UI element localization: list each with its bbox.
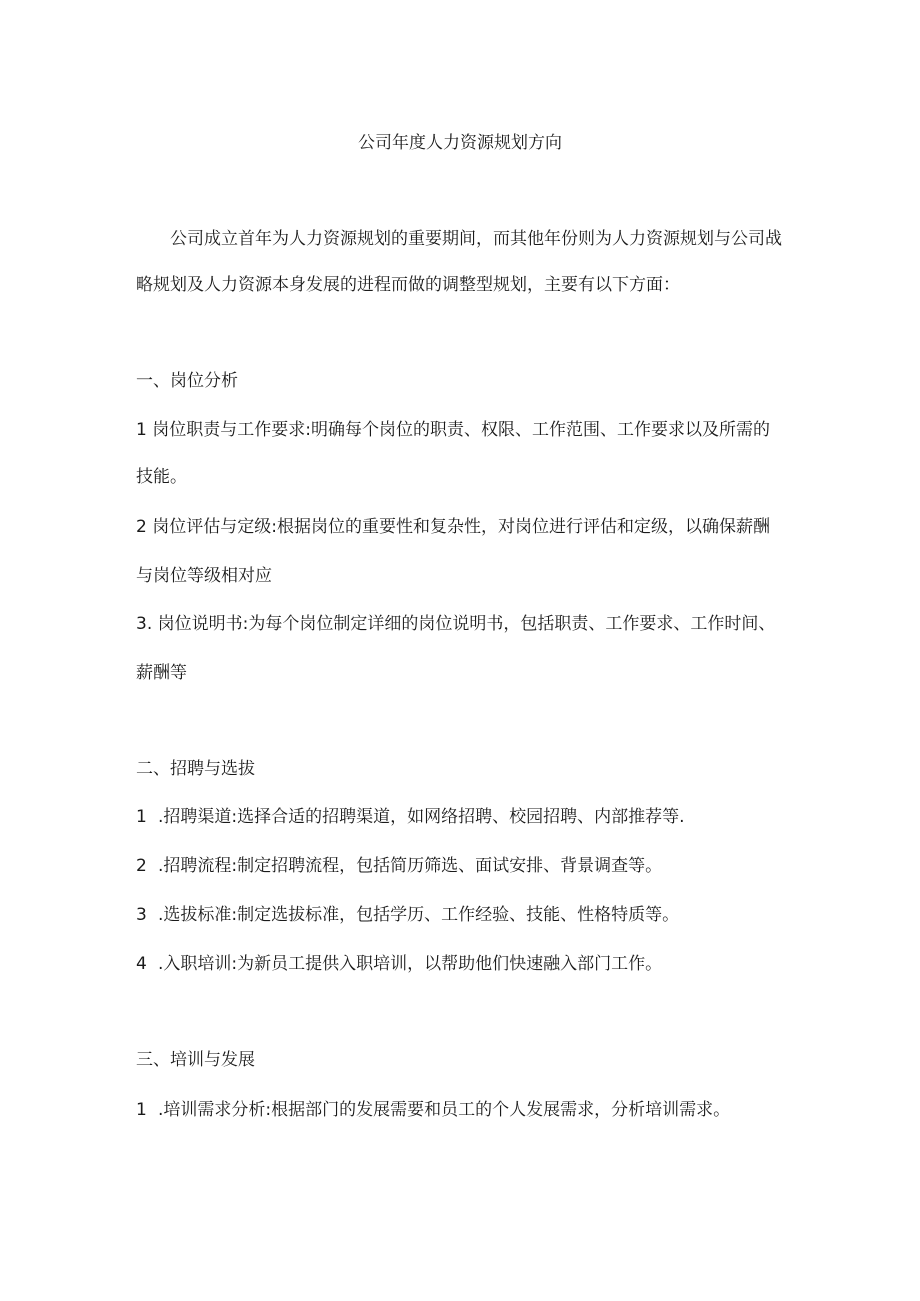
section1-item3-line2: 薪酬等 [136, 663, 187, 683]
section-heading-3: 三、培训与发展 [136, 1050, 255, 1070]
section1-item1-line1: 1 岗位职责与工作要求:明确每个岗位的职责、权限、工作范围、工作要求以及所需的 [136, 420, 770, 440]
list-item-text: .选拔标准:制定选拔标准，包括学历、工作经验、技能、性格特质等。 [158, 905, 680, 925]
list-item [136, 805, 685, 829]
list-item-number: 4 [136, 954, 147, 974]
intro-line-2: 略规划及人力资源本身发展的进程而做的调整型规划，主要有以下方面： [136, 275, 680, 295]
list-item [136, 952, 662, 976]
list-item [136, 1098, 730, 1122]
section1-item1-line2: 技能。 [136, 467, 187, 487]
list-item-number: 1 [136, 1100, 147, 1120]
list-item-number: 2 [136, 856, 147, 876]
section-heading-1: 一、岗位分析 [136, 371, 238, 391]
section1-item2-line2: 与岗位等级相对应 [136, 566, 272, 586]
list-item-text: .招聘流程:制定招聘流程，包括简历筛选、面试安排、背景调查等。 [158, 856, 663, 876]
document-title: 公司年度人力资源规划方向 [358, 133, 562, 153]
list-item-number: 1 [136, 807, 147, 827]
section1-item3-line1: 3. 岗位说明书:为每个岗位制定详细的岗位说明书，包括职责、工作要求、工作时间、 [136, 614, 776, 634]
intro-line-1: 公司成立首年为人力资源规划的重要期间，而其他年份则为人力资源规划与公司战 [170, 229, 782, 249]
list-item-text: .招聘渠道:选择合适的招聘渠道，如网络招聘、校园招聘、内部推荐等. [158, 807, 685, 827]
list-item [136, 903, 679, 927]
list-item-text: .入职培训:为新员工提供入职培训，以帮助他们快速融入部门工作。 [158, 954, 663, 974]
list-item-text: .培训需求分析:根据部门的发展需要和员工的个人发展需求，分析培训需求。 [158, 1100, 731, 1120]
section1-item2-line1: 2 岗位评估与定级:根据岗位的重要性和复杂性，对岗位进行评估和定级，以确保薪酬 [136, 517, 770, 537]
list-item [136, 854, 662, 878]
list-item-number: 3 [136, 905, 147, 925]
section-heading-2: 二、招聘与选拔 [136, 759, 255, 779]
